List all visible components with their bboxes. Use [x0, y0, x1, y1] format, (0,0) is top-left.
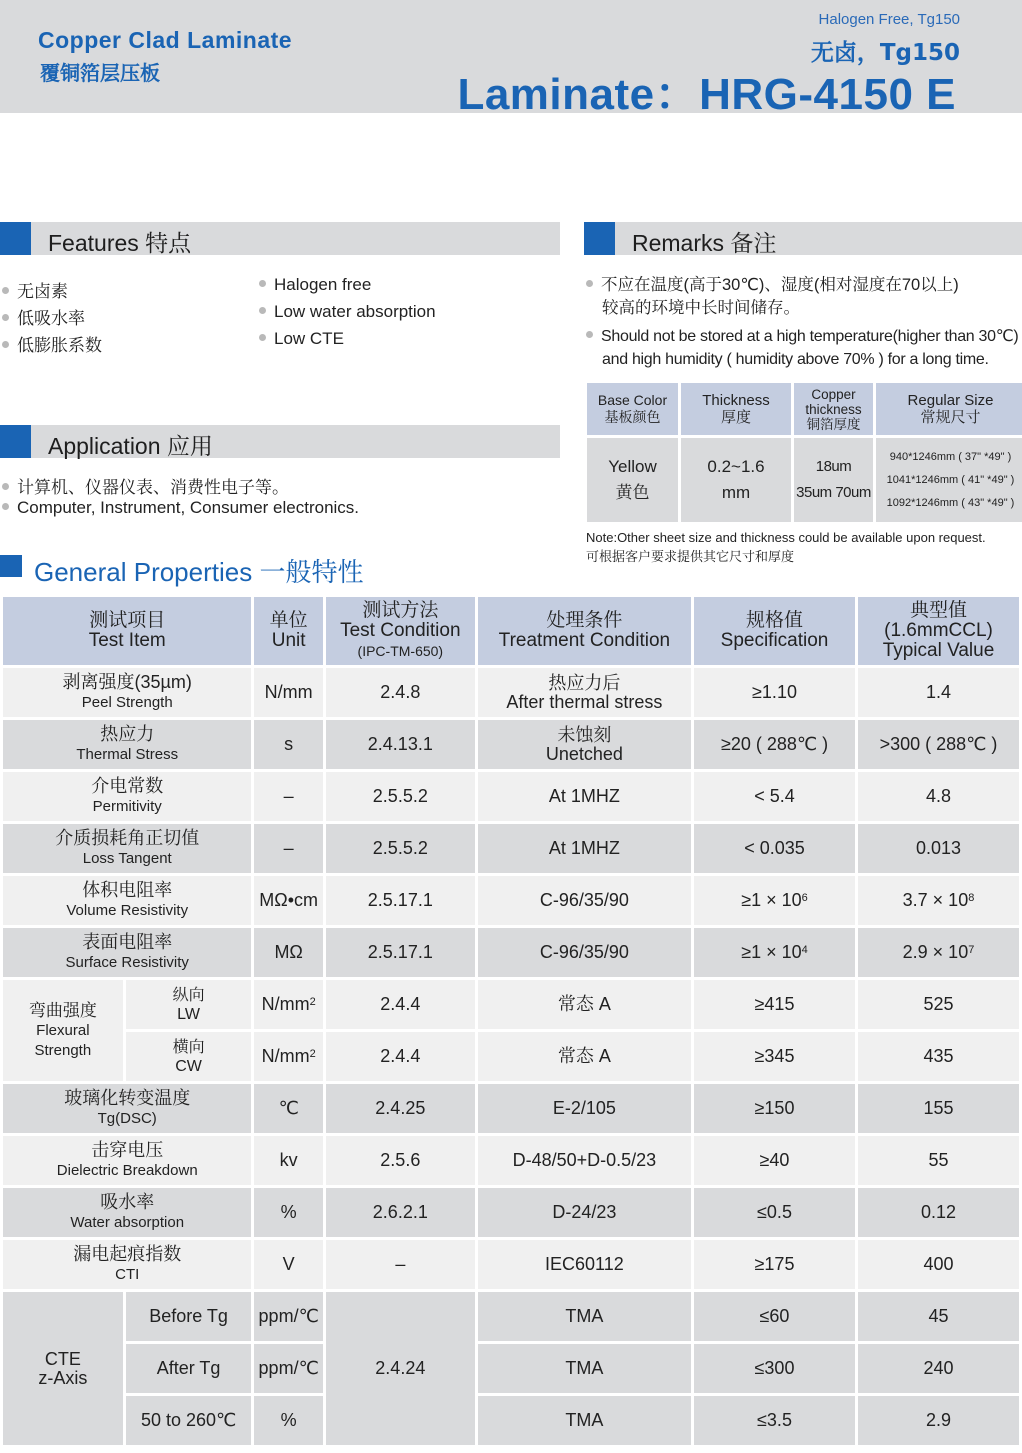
cell-spec: ≥150	[694, 1084, 855, 1133]
copper-thickness-value: 18um 35um 70um	[794, 438, 873, 522]
cell-unit: %	[254, 1188, 322, 1237]
cte-before-tg-label: Before Tg	[126, 1292, 252, 1341]
bullet-icon	[2, 483, 9, 490]
bullet-icon	[259, 280, 266, 287]
feature-cn-1: 无卤素	[2, 277, 68, 302]
cell-method: 2.5.5.2	[326, 772, 475, 821]
cell-unit: ppm/℃	[254, 1344, 322, 1393]
cell-spec: ≥345	[694, 1032, 855, 1081]
row-peel-label: 剥离强度(35µm) Peel Strength	[3, 668, 251, 717]
cell-typical: 155	[858, 1084, 1019, 1133]
features-title: Features 特点	[48, 230, 192, 256]
remarks-section-bar	[584, 222, 1022, 255]
cell-treatment: TMA	[478, 1396, 691, 1445]
cell-treatment: D-48/50+D-0.5/23	[478, 1136, 691, 1185]
cell-unit: –	[254, 772, 322, 821]
header-regular-size: Regular Size 常规尺寸	[876, 383, 1022, 435]
cell-treatment: 未蚀刻 Unetched	[478, 720, 691, 769]
cell-unit: N/mm	[254, 668, 322, 717]
cell-unit: –	[254, 824, 322, 873]
application-title: Application 应用	[48, 433, 213, 459]
row-loss-label: 介质损耗角正切值 Loss Tangent	[3, 824, 251, 873]
cell-typical: $2.9 \times 10^7$	[858, 928, 1019, 977]
cell-unit: s	[254, 720, 322, 769]
cell-unit: ppm/℃	[254, 1292, 322, 1341]
header-tag-cn: 无卤，Tg150	[810, 40, 960, 66]
cell-treatment: At 1MHZ	[478, 824, 691, 873]
table-row	[3, 772, 1019, 821]
cell-typical: 1.4	[858, 668, 1019, 717]
bullet-icon	[2, 341, 9, 348]
general-marker-icon	[0, 555, 22, 577]
cell-typical: 2.9	[858, 1396, 1019, 1445]
header-specification: 规格值 Specification	[694, 597, 855, 665]
cell-spec: $\ge 1 \times 10^6$	[694, 876, 855, 925]
row-thermal-label: 热应力 Thermal Stress	[3, 720, 251, 769]
cell-spec: < 5.4	[694, 772, 855, 821]
cell-treatment: C-96/35/90	[478, 928, 691, 977]
table-row	[3, 668, 1019, 717]
general-properties-table	[0, 594, 1022, 1448]
cell-spec: ≥1.10	[694, 668, 855, 717]
cell-spec: ≥415	[694, 980, 855, 1029]
regular-size-value: 940*1246mm ( 37" *49" ) 1041*1246mm ( 41" *49" ) 1092*1246mm ( 43" *49" )	[876, 438, 1022, 522]
cell-spec: ≤0.5	[694, 1188, 855, 1237]
row-tg-label: 玻璃化转变温度 Tg(DSC)	[3, 1084, 251, 1133]
row-flexural-label: 弯曲强度 Flexural Strength	[3, 980, 123, 1081]
cell-typical: 4.8	[858, 772, 1019, 821]
cell-unit: ℃	[254, 1084, 322, 1133]
cell-unit: $N/mm^2$	[254, 980, 322, 1029]
cell-method: 2.4.8	[326, 668, 475, 717]
cell-method: 2.6.2.1	[326, 1188, 475, 1237]
row-permitivity-label: 介电常数 Permitivity	[3, 772, 251, 821]
feature-cn-2: 低吸水率	[2, 304, 85, 329]
table-row	[3, 1136, 1019, 1185]
remarks-title: Remarks 备注	[632, 230, 777, 256]
header-tag-en: Halogen Free, Tg150	[818, 11, 960, 28]
thickness-value: 0.2~1.6 mm	[681, 438, 791, 522]
cell-method: 2.5.17.1	[326, 928, 475, 977]
cell-spec: < 0.035	[694, 824, 855, 873]
table-row	[3, 928, 1019, 977]
cell-treatment: 热应力后 After thermal stress	[478, 668, 691, 717]
section-marker-icon	[0, 222, 31, 255]
bullet-icon	[259, 307, 266, 314]
feature-en-2: Low water absorption	[259, 302, 436, 322]
row-cte-label: CTE z-Axis	[3, 1292, 123, 1445]
table-row	[3, 1084, 1019, 1133]
cell-method: 2.4.13.1	[326, 720, 475, 769]
table-row	[3, 980, 1019, 1029]
table-row	[3, 1032, 1019, 1081]
section-marker-icon	[584, 222, 615, 255]
cell-method: 2.5.17.1	[326, 876, 475, 925]
cell-unit: %	[254, 1396, 322, 1445]
header-unit: 单位 Unit	[254, 597, 322, 665]
table-row	[3, 1396, 1019, 1445]
bullet-icon	[2, 314, 9, 321]
note-en: Note:Other sheet size and thickness could be available upon request.	[586, 530, 986, 545]
cell-typical: 45	[858, 1292, 1019, 1341]
features-section-bar	[0, 222, 560, 255]
cell-spec: ≤300	[694, 1344, 855, 1393]
cell-treatment: D-24/23	[478, 1188, 691, 1237]
table-row	[3, 720, 1019, 769]
cell-treatment: E-2/105	[478, 1084, 691, 1133]
cell-typical: >300 ( 288℃ )	[858, 720, 1019, 769]
remark-en: Should not be stored at a high temperature(higher than 30℃) and high humidity ( humidity above 70% ) for a long time.	[586, 325, 1018, 371]
page-header	[0, 0, 1022, 119]
header-thickness: Thickness 厚度	[681, 383, 791, 435]
application-en: Computer, Instrument, Consumer electronics.	[2, 498, 359, 518]
cell-typical: 55	[858, 1136, 1019, 1185]
feature-en-1: Halogen free	[259, 275, 371, 295]
cell-method: 2.4.24	[326, 1292, 475, 1445]
cte-after-tg-label: After Tg	[126, 1344, 252, 1393]
cell-unit: MΩ	[254, 928, 322, 977]
table-row	[3, 1292, 1019, 1341]
cell-typical: 0.12	[858, 1188, 1019, 1237]
header-copper-thickness: Copper thickness 铜箔厚度	[794, 383, 873, 435]
cell-unit: kv	[254, 1136, 322, 1185]
cell-spec: ≥40	[694, 1136, 855, 1185]
bullet-icon	[2, 287, 9, 294]
header-typical-value: 典型值 (1.6mmCCL) Typical Value	[858, 597, 1019, 665]
cell-method: 2.4.4	[326, 1032, 475, 1081]
base-color-value: Yellow 黄色	[587, 438, 678, 522]
flexural-cw-label: 横向 CW	[126, 1032, 252, 1081]
cell-treatment: TMA	[478, 1292, 691, 1341]
bullet-icon	[2, 503, 9, 510]
cell-typical: $3.7 \times 10^8$	[858, 876, 1019, 925]
cell-treatment: IEC60112	[478, 1240, 691, 1289]
row-surface-label: 表面电阻率 Surface Resistivity	[3, 928, 251, 977]
cell-method: 2.5.6	[326, 1136, 475, 1185]
cell-method: 2.4.25	[326, 1084, 475, 1133]
table-row	[3, 824, 1019, 873]
cell-typical: 525	[858, 980, 1019, 1029]
header-base-color: Base Color 基板颜色	[587, 383, 678, 435]
cell-treatment: At 1MHZ	[478, 772, 691, 821]
row-water-label: 吸水率 Water absorption	[3, 1188, 251, 1237]
row-breakdown-label: 击穿电压 Dielectric Breakdown	[3, 1136, 251, 1185]
cell-treatment: TMA	[478, 1344, 691, 1393]
table-row	[3, 876, 1019, 925]
feature-cn-3: 低膨胀系数	[2, 331, 102, 356]
header-treatment-condition: 处理条件 Treatment Condition	[478, 597, 691, 665]
section-marker-icon	[0, 425, 31, 458]
application-cn: 计算机、仪器仪表、消费性电子等。	[2, 473, 289, 498]
cte-50-260-label: 50 to 260℃	[126, 1396, 252, 1445]
cell-treatment: C-96/35/90	[478, 876, 691, 925]
row-cti-label: 漏电起痕指数 CTI	[3, 1240, 251, 1289]
product-name: Laminate：HRG-4150 E	[457, 70, 956, 119]
bullet-icon	[586, 331, 593, 338]
cell-method: 2.5.5.2	[326, 824, 475, 873]
cell-spec: ≥175	[694, 1240, 855, 1289]
cell-treatment: 常态 A	[478, 1032, 691, 1081]
header-title-cn: 覆铜箔层压板	[40, 61, 160, 85]
bullet-icon	[586, 280, 593, 287]
cell-unit: MΩ•cm	[254, 876, 322, 925]
table-row	[3, 1344, 1019, 1393]
cell-treatment: 常态 A	[478, 980, 691, 1029]
flexural-lw-label: 纵向 LW	[126, 980, 252, 1029]
cell-typical: 240	[858, 1344, 1019, 1393]
bullet-icon	[259, 334, 266, 341]
table-row	[3, 1240, 1019, 1289]
cell-unit: V	[254, 1240, 322, 1289]
cell-spec: $\ge 1 \times 10^4$	[694, 928, 855, 977]
table-row	[3, 1188, 1019, 1237]
cell-method: 2.4.4	[326, 980, 475, 1029]
cell-typical: 400	[858, 1240, 1019, 1289]
feature-en-3: Low CTE	[259, 329, 344, 349]
header-title-en: Copper Clad Laminate	[38, 27, 293, 53]
cell-spec: ≤60	[694, 1292, 855, 1341]
application-section-bar	[0, 425, 560, 458]
cell-typical: 435	[858, 1032, 1019, 1081]
remark-cn: 不应在温度(高于30℃)、湿度(相对湿度在70以上) 较高的环境中长时间储存。	[586, 274, 959, 320]
cell-unit: $N/mm^2$	[254, 1032, 322, 1081]
row-volume-label: 体积电阻率 Volume Resistivity	[3, 876, 251, 925]
spec-size-table	[584, 380, 1022, 525]
cell-spec: ≤3.5	[694, 1396, 855, 1445]
header-test-item: 测试项目 Test Item	[3, 597, 251, 665]
header-test-condition: 测试方法 Test Condition (IPC-TM-650)	[326, 597, 475, 665]
cell-spec: ≥20 ( 288℃ )	[694, 720, 855, 769]
cell-typical: 0.013	[858, 824, 1019, 873]
cell-method: –	[326, 1240, 475, 1289]
note-cn: 可根据客户要求提供其它尺寸和厚度	[586, 549, 795, 564]
general-properties-title: General Properties 一般特性	[34, 557, 364, 587]
